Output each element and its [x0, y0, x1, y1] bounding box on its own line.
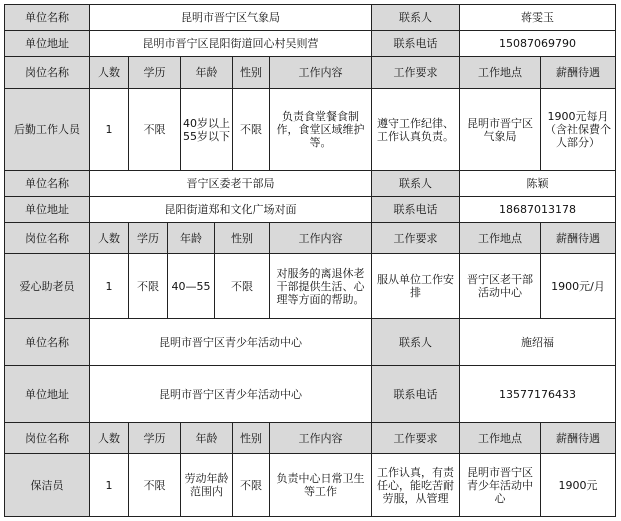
job-detail-row — [0, 253, 621, 319]
age-header: 年龄 — [180, 422, 233, 454]
job-title-value: 爱心助老员 — [4, 253, 90, 319]
work-location-header: 工作地点 — [459, 422, 541, 454]
unit-name-value: 昆明市晋宁区气象局 — [89, 4, 372, 31]
unit-address-label: 单位地址 — [4, 365, 90, 423]
unit-name-label: 单位名称 — [4, 4, 90, 31]
headcount-value: 1 — [89, 88, 129, 171]
unit-address-value: 昆阳街道郑和文化广场对面 — [89, 196, 372, 223]
gender-header: 性别 — [214, 222, 270, 254]
headcount-value: 1 — [89, 453, 129, 517]
job-requirements-value: 工作认真，有责任心，能吃苦耐劳服，从管理 — [371, 453, 460, 517]
contact-phone-value: 15087069790 — [459, 30, 616, 57]
job-requirements-header: 工作要求 — [371, 222, 460, 254]
contact-value: 陈颖 — [459, 170, 616, 197]
unit-name-value: 昆明市晋宁区青少年活动中心 — [89, 318, 372, 366]
job-header-row — [0, 422, 621, 454]
contact-label: 联系人 — [371, 4, 460, 31]
unit-address-label: 单位地址 — [4, 30, 90, 57]
job-title-header: 岗位名称 — [4, 422, 90, 454]
unit-name-row — [0, 318, 621, 366]
salary-header: 薪酬待遇 — [540, 222, 616, 254]
headcount-value: 1 — [89, 253, 129, 319]
gender-value: 不限 — [232, 453, 270, 517]
contact-value: 施绍福 — [459, 318, 616, 366]
job-content-header: 工作内容 — [269, 422, 372, 454]
education-header: 学历 — [128, 422, 181, 454]
headcount-header: 人数 — [89, 422, 129, 454]
job-requirements-value: 遵守工作纪律、工作认真负责。 — [371, 88, 460, 171]
unit-name-label: 单位名称 — [4, 170, 90, 197]
contact-phone-label: 联系电话 — [371, 30, 460, 57]
unit-address-value: 昆明市晋宁区昆阳街道回心村吴则营 — [89, 30, 372, 57]
unit-name-row — [0, 170, 621, 197]
job-title-value: 后勤工作人员 — [4, 88, 90, 171]
age-value: 劳动年龄范围内 — [180, 453, 233, 517]
job-detail-row — [0, 88, 621, 171]
gender-value: 不限 — [232, 88, 270, 171]
education-header: 学历 — [128, 56, 181, 89]
job-requirements-header: 工作要求 — [371, 56, 460, 89]
gender-value: 不限 — [214, 253, 270, 319]
headcount-header: 人数 — [89, 222, 129, 254]
contact-label: 联系人 — [371, 170, 460, 197]
work-location-value: 昆明市晋宁区青少年活动中心 — [459, 453, 541, 517]
work-location-value: 昆明市晋宁区气象局 — [459, 88, 541, 171]
job-content-value: 对服务的离退休老干部提供生活、心理等方面的帮助。 — [269, 253, 372, 319]
gender-header: 性别 — [232, 422, 270, 454]
contact-label: 联系人 — [371, 318, 460, 366]
unit-name-row — [0, 4, 621, 31]
contact-value: 蒋雯玉 — [459, 4, 616, 31]
job-content-value: 负责中心日常卫生等工作 — [269, 453, 372, 517]
job-header-row — [0, 222, 621, 254]
age-header: 年龄 — [180, 56, 233, 89]
job-requirements-value: 服从单位工作安排 — [371, 253, 460, 319]
unit-name-label: 单位名称 — [4, 318, 90, 366]
job-title-value: 保洁员 — [4, 453, 90, 517]
work-location-header: 工作地点 — [459, 222, 541, 254]
job-title-header: 岗位名称 — [4, 56, 90, 89]
age-value: 40岁以上55岁以下 — [180, 88, 233, 171]
age-header: 年龄 — [167, 222, 215, 254]
job-title-header: 岗位名称 — [4, 222, 90, 254]
job-requirements-header: 工作要求 — [371, 422, 460, 454]
job-content-header: 工作内容 — [269, 222, 372, 254]
salary-value: 1900元 — [540, 453, 616, 517]
unit-address-label: 单位地址 — [4, 196, 90, 223]
job-detail-row — [0, 453, 621, 517]
education-value: 不限 — [128, 253, 168, 319]
unit-address-row — [0, 196, 621, 223]
education-value: 不限 — [128, 88, 181, 171]
work-location-value: 晋宁区老干部活动中心 — [459, 253, 541, 319]
job-header-row — [0, 56, 621, 89]
contact-phone-label: 联系电话 — [371, 365, 460, 423]
contact-phone-value: 13577176433 — [459, 365, 616, 423]
work-location-header: 工作地点 — [459, 56, 541, 89]
headcount-header: 人数 — [89, 56, 129, 89]
gender-header: 性别 — [232, 56, 270, 89]
age-value: 40—55 — [167, 253, 215, 319]
salary-value: 1900元每月（含社保費个人部分） — [540, 88, 616, 171]
salary-value: 1900元/月 — [540, 253, 616, 319]
salary-header: 薪酬待遇 — [540, 56, 616, 89]
job-content-value: 负责食堂餐食制作，食堂区域维护等。 — [269, 88, 372, 171]
contact-phone-label: 联系电话 — [371, 196, 460, 223]
education-value: 不限 — [128, 453, 181, 517]
education-header: 学历 — [128, 222, 168, 254]
unit-address-row — [0, 365, 621, 423]
job-content-header: 工作内容 — [269, 56, 372, 89]
salary-header: 薪酬待遇 — [540, 422, 616, 454]
contact-phone-value: 18687013178 — [459, 196, 616, 223]
unit-address-value: 昆明市晋宁区青少年活动中心 — [89, 365, 372, 423]
unit-address-row — [0, 30, 621, 57]
unit-name-value: 晋宁区委老干部局 — [89, 170, 372, 197]
